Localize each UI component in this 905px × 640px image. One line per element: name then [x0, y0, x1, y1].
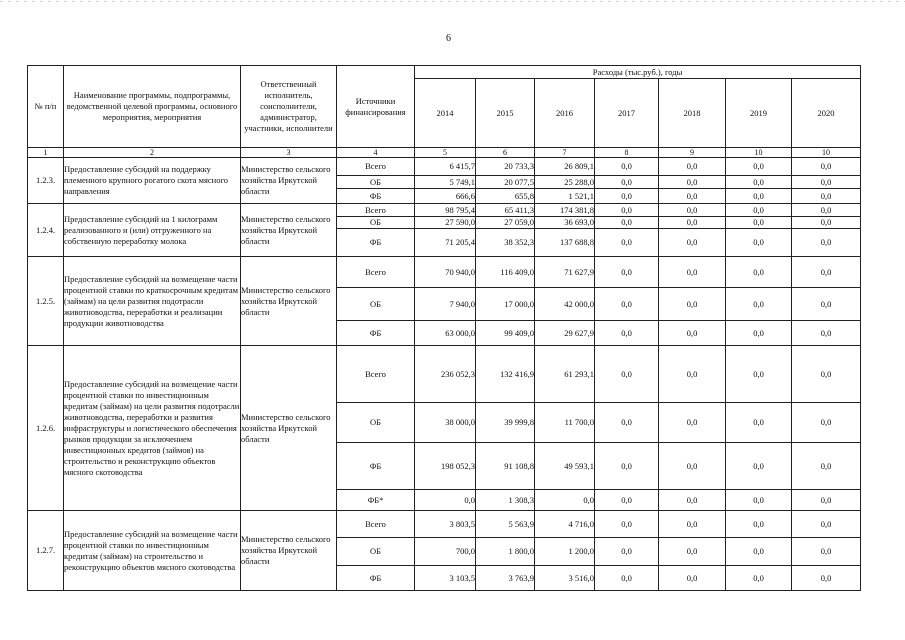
value-cell: 655,8	[476, 189, 535, 204]
value-cell: 236 052,3	[415, 346, 476, 403]
source-cell: Всего	[337, 158, 415, 176]
value-cell: 0,0	[792, 189, 861, 204]
value-cell: 0,0	[792, 229, 861, 257]
value-cell: 0,0	[726, 189, 792, 204]
source-cell: Всего	[337, 346, 415, 403]
value-cell: 71 205,4	[415, 229, 476, 257]
header-year: 2015	[476, 79, 535, 148]
value-cell: 0,0	[792, 257, 861, 288]
scan-top-artifact	[0, 0, 905, 3]
value-cell: 0,0	[659, 217, 726, 229]
value-cell: 1 308,3	[476, 490, 535, 511]
expenses-table	[27, 65, 861, 591]
source-cell: ОБ	[337, 288, 415, 321]
value-cell: 0,0	[726, 538, 792, 566]
value-cell: 17 000,0	[476, 288, 535, 321]
table-body	[28, 148, 861, 591]
column-number: 7	[535, 148, 595, 158]
value-cell: 27 590,0	[415, 217, 476, 229]
value-cell: 198 052,3	[415, 443, 476, 490]
value-cell: 70 940,0	[415, 257, 476, 288]
source-cell: ОБ	[337, 403, 415, 443]
value-cell: 0,0	[595, 538, 659, 566]
value-cell: 0,0	[659, 288, 726, 321]
value-cell: 0,0	[726, 346, 792, 403]
source-cell: ОБ	[337, 176, 415, 189]
column-number: 1	[28, 148, 64, 158]
header-year: 2014	[415, 79, 476, 148]
header-name: Наименование программы, подпрограммы, ведомственной целевой программы, основного мероприятия, мероприятия	[64, 66, 241, 148]
value-cell: 4 716,0	[535, 511, 595, 538]
table-row	[28, 346, 861, 403]
value-cell: 0,0	[659, 176, 726, 189]
value-cell: 71 627,9	[535, 257, 595, 288]
value-cell: 0,0	[726, 490, 792, 511]
value-cell: 38 000,0	[415, 403, 476, 443]
value-cell: 11 700,0	[535, 403, 595, 443]
value-cell: 25 288,0	[535, 176, 595, 189]
value-cell: 0,0	[792, 321, 861, 346]
value-cell: 0,0	[726, 288, 792, 321]
value-cell: 0,0	[726, 403, 792, 443]
value-cell: 0,0	[659, 443, 726, 490]
value-cell: 36 693,0	[535, 217, 595, 229]
value-cell: 0,0	[595, 443, 659, 490]
value-cell: 27 059,0	[476, 217, 535, 229]
value-cell: 0,0	[726, 204, 792, 217]
value-cell: 0,0	[792, 511, 861, 538]
value-cell: 116 409,0	[476, 257, 535, 288]
value-cell: 174 381,8	[535, 204, 595, 217]
value-cell: 0,0	[792, 217, 861, 229]
value-cell: 132 416,9	[476, 346, 535, 403]
value-cell: 7 940,0	[415, 288, 476, 321]
value-cell: 0,0	[595, 189, 659, 204]
row-name: Предоставление субсидий на 1 килограмм реализованного и (или) отгруженного на собственную переработку молока	[64, 204, 241, 257]
value-cell: 0,0	[726, 321, 792, 346]
row-number: 1.2.7.	[28, 511, 64, 591]
value-cell: 0,0	[659, 511, 726, 538]
value-cell: 0,0	[726, 443, 792, 490]
row-name: Предоставление субсидий на поддержку племенного крупного рогатого скота мясного направления	[64, 158, 241, 204]
value-cell: 0,0	[726, 257, 792, 288]
value-cell: 0,0	[792, 346, 861, 403]
value-cell: 0,0	[792, 288, 861, 321]
source-cell: ОБ	[337, 217, 415, 229]
value-cell: 0,0	[659, 566, 726, 591]
value-cell: 0,0	[595, 257, 659, 288]
value-cell: 0,0	[595, 176, 659, 189]
value-cell: 0,0	[792, 490, 861, 511]
source-cell: ФБ	[337, 566, 415, 591]
value-cell: 98 795,4	[415, 204, 476, 217]
value-cell: 1 800,0	[476, 538, 535, 566]
value-cell: 3 803,5	[415, 511, 476, 538]
value-cell: 0,0	[595, 204, 659, 217]
value-cell: 0,0	[792, 403, 861, 443]
value-cell: 65 411,3	[476, 204, 535, 217]
row-executor: Министерство сельского хозяйства Иркутской области	[241, 158, 337, 204]
value-cell: 137 688,8	[535, 229, 595, 257]
table-row	[28, 257, 861, 288]
table-row	[28, 158, 861, 176]
header-year: 2018	[659, 79, 726, 148]
table-row	[28, 204, 861, 217]
header-year: 2017	[595, 79, 659, 148]
column-number: 8	[595, 148, 659, 158]
row-number: 1.2.4.	[28, 204, 64, 257]
value-cell: 0,0	[659, 229, 726, 257]
value-cell: 5 563,9	[476, 511, 535, 538]
value-cell: 5 749,1	[415, 176, 476, 189]
value-cell: 0,0	[726, 217, 792, 229]
value-cell: 3 516,0	[535, 566, 595, 591]
value-cell: 20 077,5	[476, 176, 535, 189]
column-number: 10	[726, 148, 792, 158]
source-cell: ФБ*	[337, 490, 415, 511]
value-cell: 38 352,3	[476, 229, 535, 257]
value-cell: 0,0	[595, 158, 659, 176]
value-cell: 0,0	[659, 158, 726, 176]
column-number: 3	[241, 148, 337, 158]
value-cell: 0,0	[726, 511, 792, 538]
source-cell: ФБ	[337, 321, 415, 346]
value-cell: 0,0	[792, 176, 861, 189]
value-cell: 49 593,1	[535, 443, 595, 490]
value-cell: 0,0	[659, 257, 726, 288]
value-cell: 61 293,1	[535, 346, 595, 403]
column-number: 2	[64, 148, 241, 158]
value-cell: 29 627,9	[535, 321, 595, 346]
value-cell: 700,0	[415, 538, 476, 566]
value-cell: 0,0	[595, 346, 659, 403]
value-cell: 0,0	[595, 321, 659, 346]
value-cell: 0,0	[792, 443, 861, 490]
value-cell: 0,0	[595, 490, 659, 511]
column-number: 4	[337, 148, 415, 158]
source-cell: ОБ	[337, 538, 415, 566]
source-cell: ФБ	[337, 443, 415, 490]
column-number: 6	[476, 148, 535, 158]
header-executor: Ответственный исполнитель, соисполнители, администратор, участники, исполнители	[241, 66, 337, 148]
value-cell: 0,0	[659, 321, 726, 346]
value-cell: 3 103,5	[415, 566, 476, 591]
header-num: № п/п	[28, 66, 64, 148]
value-cell: 26 809,1	[535, 158, 595, 176]
row-number: 1.2.3.	[28, 158, 64, 204]
value-cell: 1 521,1	[535, 189, 595, 204]
value-cell: 0,0	[659, 204, 726, 217]
value-cell: 0,0	[726, 158, 792, 176]
value-cell: 3 763,9	[476, 566, 535, 591]
value-cell: 0,0	[659, 490, 726, 511]
source-cell: Всего	[337, 257, 415, 288]
value-cell: 0,0	[595, 511, 659, 538]
header-expenses: Расходы (тыс.руб.), годы	[415, 66, 861, 79]
row-executor: Министерство сельского хозяйства Иркутской области	[241, 257, 337, 346]
value-cell: 99 409,0	[476, 321, 535, 346]
page-number: 6	[446, 33, 451, 44]
row-name: Предоставление субсидий на возмещение части процентной ставки по краткосрочным кредитам (займам) на цели развития подотрасли животноводства, переработки и реализации продукции животноводства	[64, 257, 241, 346]
value-cell: 0,0	[659, 346, 726, 403]
value-cell: 42 000,0	[535, 288, 595, 321]
value-cell: 6 415,7	[415, 158, 476, 176]
value-cell: 0,0	[535, 490, 595, 511]
value-cell: 63 000,0	[415, 321, 476, 346]
value-cell: 0,0	[792, 204, 861, 217]
row-number: 1.2.5.	[28, 257, 64, 346]
column-number: 5	[415, 148, 476, 158]
header-year: 2020	[792, 79, 861, 148]
value-cell: 0,0	[659, 403, 726, 443]
value-cell: 91 108,8	[476, 443, 535, 490]
value-cell: 0,0	[415, 490, 476, 511]
value-cell: 0,0	[595, 288, 659, 321]
source-cell: Всего	[337, 204, 415, 217]
row-number: 1.2.6.	[28, 346, 64, 511]
value-cell: 666,6	[415, 189, 476, 204]
header-year: 2019	[726, 79, 792, 148]
source-cell: ФБ	[337, 229, 415, 257]
value-cell: 0,0	[792, 538, 861, 566]
value-cell: 0,0	[726, 566, 792, 591]
value-cell: 0,0	[595, 217, 659, 229]
row-name: Предоставление субсидий на возмещение части процентной ставки по инвестиционным кредитам (займам) на строительство и реконструкцию объектов мясного скотоводства	[64, 511, 241, 591]
value-cell: 0,0	[659, 538, 726, 566]
value-cell: 0,0	[792, 158, 861, 176]
table-row	[28, 511, 861, 538]
value-cell: 1 200,0	[535, 538, 595, 566]
row-name: Предоставление субсидий на возмещение части процентной ставки по инвестиционным кредитам (займам) на цели развития подотрасли животноводства, переработки и развития инфраструктуры и логистического обеспечения рынков продукции за исключением инвестиционных кредитов (займов) на строительство и реконструкцию объектов мясного скотоводства	[64, 346, 241, 511]
row-executor: Министерство сельского хозяйства Иркутской области	[241, 346, 337, 511]
value-cell: 0,0	[659, 189, 726, 204]
value-cell: 0,0	[595, 566, 659, 591]
value-cell: 0,0	[726, 229, 792, 257]
value-cell: 0,0	[726, 176, 792, 189]
value-cell: 0,0	[792, 566, 861, 591]
header-year: 2016	[535, 79, 595, 148]
source-cell: ФБ	[337, 189, 415, 204]
header-sources: Источники финансирования	[337, 66, 415, 148]
value-cell: 0,0	[595, 403, 659, 443]
column-number: 10	[792, 148, 861, 158]
row-executor: Министерство сельского хозяйства Иркутской области	[241, 511, 337, 591]
source-cell: Всего	[337, 511, 415, 538]
row-executor: Министерство сельского хозяйства Иркутской области	[241, 204, 337, 257]
value-cell: 39 999,8	[476, 403, 535, 443]
value-cell: 0,0	[595, 229, 659, 257]
column-number-row	[28, 148, 861, 158]
column-number: 9	[659, 148, 726, 158]
value-cell: 20 733,3	[476, 158, 535, 176]
